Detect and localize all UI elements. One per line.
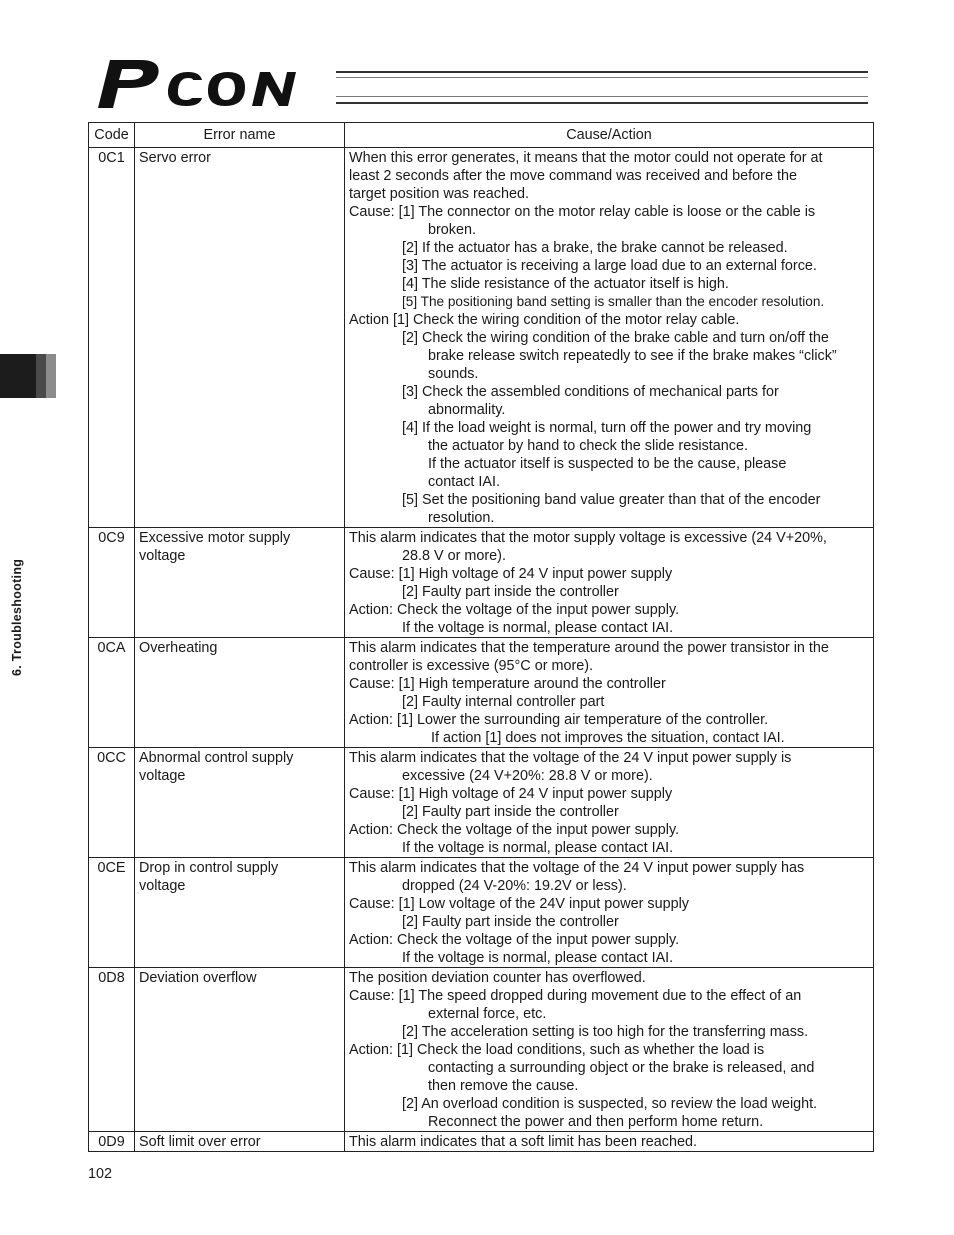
cause-action-line: [5] The positioning band setting is smaller than the encoder resolution. [402, 294, 825, 309]
cause-action-line: [2] If the actuator has a brake, the brake cannot be released. [402, 240, 788, 256]
pcon-logo [96, 58, 336, 110]
chapter-tab-mid [36, 354, 46, 398]
chapter-label: 6. Troubleshooting [10, 558, 24, 676]
cause-action-line: Cause: [1] High voltage of 24 V input power supply [349, 566, 673, 582]
cause-action-line: [2] Faulty internal controller part [402, 694, 605, 710]
alarm-cause-action [345, 638, 874, 748]
alarm-name-line: voltage [139, 878, 186, 894]
alarm-name [135, 528, 345, 638]
cause-action-line: [5] Set the positioning band value greater than that of the encoder [402, 492, 821, 508]
table-body [89, 148, 874, 1152]
cause-action-line: then remove the cause. [428, 1078, 579, 1094]
table-row [89, 1132, 874, 1152]
cause-action-line: external force, etc. [428, 1006, 547, 1022]
alarm-name-line: Deviation overflow [139, 970, 257, 986]
alarm-name [135, 858, 345, 968]
cause-action-line: This alarm indicates that the temperature around the power transistor in the [349, 640, 829, 656]
alarm-cause-action [345, 1132, 874, 1152]
alarm-name-line: voltage [139, 768, 186, 784]
alarm-name [135, 968, 345, 1132]
table-row [89, 638, 874, 748]
cause-action-line: [2] Faulty part inside the controller [402, 914, 619, 930]
alarm-name-line: Excessive motor supply [139, 530, 291, 546]
alarm-code: 0D8 [89, 968, 135, 1132]
cause-action-line: Action [1] Check the wiring condition of the motor relay cable. [349, 312, 740, 328]
cause-action-line: Cause: [1] The speed dropped during movement due to the effect of an [349, 988, 802, 1004]
cause-action-line: Action: Check the voltage of the input power supply. [349, 932, 680, 948]
cause-action-line: [4] If the load weight is normal, turn off the power and try moving [402, 420, 812, 436]
alarm-name-line: voltage [139, 548, 186, 564]
table-row [89, 528, 874, 638]
cause-action-line: Cause: [1] High temperature around the controller [349, 676, 666, 692]
cause-action-line: brake release switch repeatedly to see if the brake makes “click” [428, 348, 837, 364]
cause-action-line: If the actuator itself is suspected to be the cause, please [428, 456, 787, 472]
alarm-cause-action [345, 148, 874, 528]
cause-action-line: target position was reached. [349, 186, 529, 202]
cause-action-line: [3] The actuator is receiving a large load due to an external force. [402, 258, 817, 274]
header-code: Code [89, 123, 135, 148]
cause-action-line: contacting a surrounding object or the brake is released, and [428, 1060, 815, 1076]
page-number: 102 [88, 1166, 113, 1182]
cause-action-line: Cause: [1] High voltage of 24 V input power supply [349, 786, 673, 802]
cause-action-line: 28.8 V or more). [402, 548, 506, 564]
cause-action-line: This alarm indicates that the motor supply voltage is excessive (24 V+20%, [349, 530, 827, 546]
cause-action-line: [2] Check the wiring condition of the brake cable and turn on/off the [402, 330, 829, 346]
cause-action-line: The position deviation counter has overflowed. [349, 970, 646, 986]
table-row [89, 858, 874, 968]
cause-action-line: least 2 seconds after the move command was received and before the [349, 168, 797, 184]
cause-action-line: Reconnect the power and then perform home return. [428, 1114, 764, 1130]
cause-action-line: resolution. [428, 510, 495, 526]
alarm-name-line: Abnormal control supply [139, 750, 294, 766]
alarm-code: 0C9 [89, 528, 135, 638]
alarm-name [135, 1132, 345, 1152]
alarm-code: 0D9 [89, 1132, 135, 1152]
alarm-cause-action [345, 858, 874, 968]
cause-action-line: broken. [428, 222, 476, 238]
cause-action-line: If the voltage is normal, please contact IAI. [402, 950, 674, 966]
cause-action-line: Cause: [1] Low voltage of the 24V input power supply [349, 896, 689, 912]
alarm-name-line: Soft limit over error [139, 1134, 261, 1150]
alarm-cause-action [345, 528, 874, 638]
alarm-name [135, 148, 345, 528]
cause-action-line: Action: Check the voltage of the input power supply. [349, 602, 680, 618]
cause-action-line: This alarm indicates that the voltage of the 24 V input power supply is [349, 750, 792, 766]
cause-action-line: Action: [1] Check the load conditions, such as whether the load is [349, 1042, 765, 1058]
cause-action-line: controller is excessive (95°C or more). [349, 658, 594, 674]
alarm-code: 0CE [89, 858, 135, 968]
cause-action-line: [3] Check the assembled conditions of mechanical parts for [402, 384, 779, 400]
cause-action-line: abnormality. [428, 402, 506, 418]
cause-action-line: Action: [1] Lower the surrounding air temperature of the controller. [349, 712, 769, 728]
alarm-cause-action [345, 968, 874, 1132]
header-cause-action: Cause/Action [345, 123, 874, 148]
cause-action-line: [2] An overload condition is suspected, so review the load weight. [402, 1096, 818, 1112]
cause-action-line: Action: Check the voltage of the input power supply. [349, 822, 680, 838]
cause-action-line: This alarm indicates that a soft limit has been reached. [349, 1134, 697, 1150]
alarm-name-line: Drop in control supply [139, 860, 279, 876]
alarm-name [135, 638, 345, 748]
cause-action-line: If the voltage is normal, please contact IAI. [402, 620, 674, 636]
cause-action-line: If action [1] does not improves the situation, contact IAI. [431, 730, 785, 746]
header-rules [336, 70, 868, 106]
cause-action-line: Cause: [1] The connector on the motor relay cable is loose or the cable is [349, 204, 816, 220]
cause-action-line: If the voltage is normal, please contact IAI. [402, 840, 674, 856]
alarm-cause-action [345, 748, 874, 858]
cause-action-line: This alarm indicates that the voltage of the 24 V input power supply has [349, 860, 805, 876]
cause-action-line: contact IAI. [428, 474, 500, 490]
table-row [89, 968, 874, 1132]
cause-action-line: [2] Faulty part inside the controller [402, 584, 619, 600]
alarm-table [88, 122, 874, 1152]
alarm-name-line: Overheating [139, 640, 218, 656]
alarm-code: 0CA [89, 638, 135, 748]
svg-text:PCON: PCON [96, 58, 99, 59]
cause-action-line: the actuator by hand to check the slide resistance. [428, 438, 748, 454]
table-row [89, 748, 874, 858]
cause-action-line: [4] The slide resistance of the actuator itself is high. [402, 276, 729, 292]
alarm-name [135, 748, 345, 858]
chapter-tab-dark [0, 354, 36, 398]
cause-action-line: When this error generates, it means that the motor could not operate for at [349, 150, 823, 166]
cause-action-line: [2] The acceleration setting is too high for the transferring mass. [402, 1024, 809, 1040]
header-error-name: Error name [135, 123, 345, 148]
alarm-code: 0C1 [89, 148, 135, 528]
chapter-tab-light [46, 354, 56, 398]
cause-action-line: [2] Faulty part inside the controller [402, 804, 619, 820]
table-header-row [89, 123, 874, 148]
cause-action-line: excessive (24 V+20%: 28.8 V or more). [402, 768, 653, 784]
alarm-code: 0CC [89, 748, 135, 858]
cause-action-line: sounds. [428, 366, 479, 382]
table-row [89, 148, 874, 528]
cause-action-line: dropped (24 V-20%: 19.2V or less). [402, 878, 627, 894]
alarm-name-line: Servo error [139, 150, 211, 166]
